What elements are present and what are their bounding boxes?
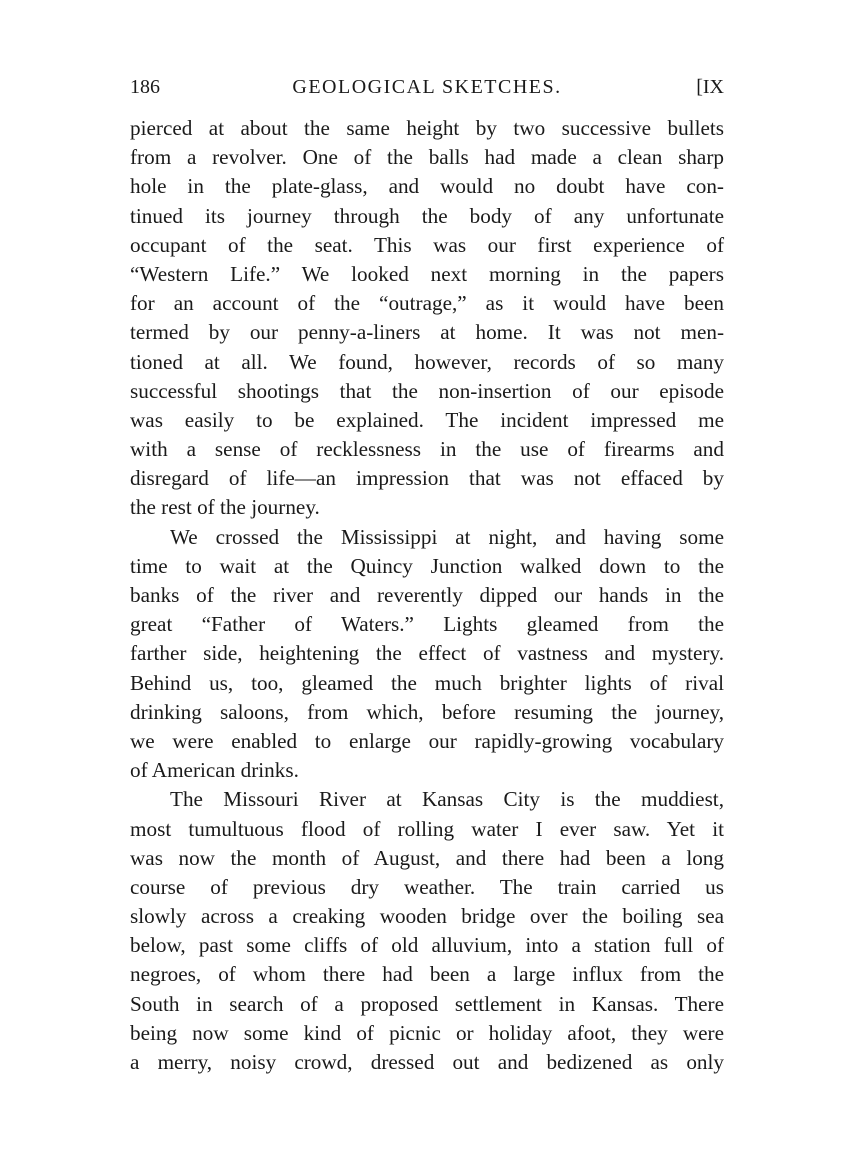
text-line: farther side, heightening the effect of vastness and mystery. — [130, 641, 724, 666]
text-line: a merry, noisy crowd, dressed out and bedizened as only — [130, 1050, 724, 1074]
running-title: GEOLOGICAL SKETCHES. — [292, 76, 562, 98]
text-line: negroes, of whom there had been a large influx from the — [130, 962, 724, 987]
text-line: was easily to be explained. The incident impressed me — [130, 407, 724, 432]
text-line: Behind us, too, gleamed the much brighter lights of rival — [130, 670, 724, 695]
text-line: with a sense of recklessness in the use of firearms and — [130, 437, 724, 462]
text-line: hole in the plate-glass, and would no doubt have con- — [130, 174, 724, 199]
text-line: occupant of the seat. This was our first experience of — [130, 232, 724, 257]
book-page — [130, 70, 724, 1077]
text-line: termed by our penny-a-liners at home. It was not men- — [130, 320, 724, 345]
text-line: drinking saloons, from which, before resuming the journey, — [130, 699, 724, 724]
page-number: 186 — [130, 76, 160, 98]
text-line: pierced at about the same height by two successive bullets — [130, 116, 724, 140]
running-head — [130, 70, 724, 104]
text-line: was now the month of August, and there had been a long — [130, 845, 724, 870]
text-line: being now some kind of picnic or holiday afoot, they were — [130, 1020, 724, 1045]
text-line: for an account of the “outrage,” as it would have been — [130, 291, 724, 316]
body-text — [130, 114, 724, 1077]
text-line: tinued its journey through the body of any unfortunate — [130, 203, 724, 228]
text-line: the rest of the journey. — [130, 495, 320, 520]
text-line: tioned at all. We found, however, records of so many — [130, 349, 724, 374]
text-line: We crossed the Mississippi at night, and having some — [170, 524, 724, 549]
text-line: banks of the river and reverently dipped our hands in the — [130, 583, 724, 607]
text-line: South in search of a proposed settlement in Kansas. There — [130, 991, 724, 1016]
text-line: “Western Life.” We looked next morning in the papers — [130, 261, 724, 286]
text-line: most tumultuous flood of rolling water I ever saw. Yet it — [130, 816, 724, 841]
text-line: slowly across a creaking wooden bridge over the boiling sea — [130, 904, 724, 929]
text-line: course of previous dry weather. The train carried us — [130, 874, 724, 899]
text-line: great “Father of Waters.” Lights gleamed from the — [130, 612, 724, 637]
text-line: successful shootings that the non-insertion of our episode — [130, 378, 724, 403]
text-line: from a revolver. One of the balls had made a clean sharp — [130, 145, 724, 170]
text-line: we were enabled to enlarge our rapidly-growing vocabulary — [130, 728, 724, 753]
text-line: of American drinks. — [130, 758, 299, 783]
text-line: below, past some cliffs of old alluvium, into a station full of — [130, 933, 724, 958]
text-line: The Missouri River at Kansas City is the muddiest, — [170, 787, 724, 812]
chapter-mark: [IX — [696, 76, 724, 98]
text-line: disregard of life—an impression that was not effaced by — [130, 466, 724, 491]
text-line: time to wait at the Quincy Junction walked down to the — [130, 553, 724, 578]
